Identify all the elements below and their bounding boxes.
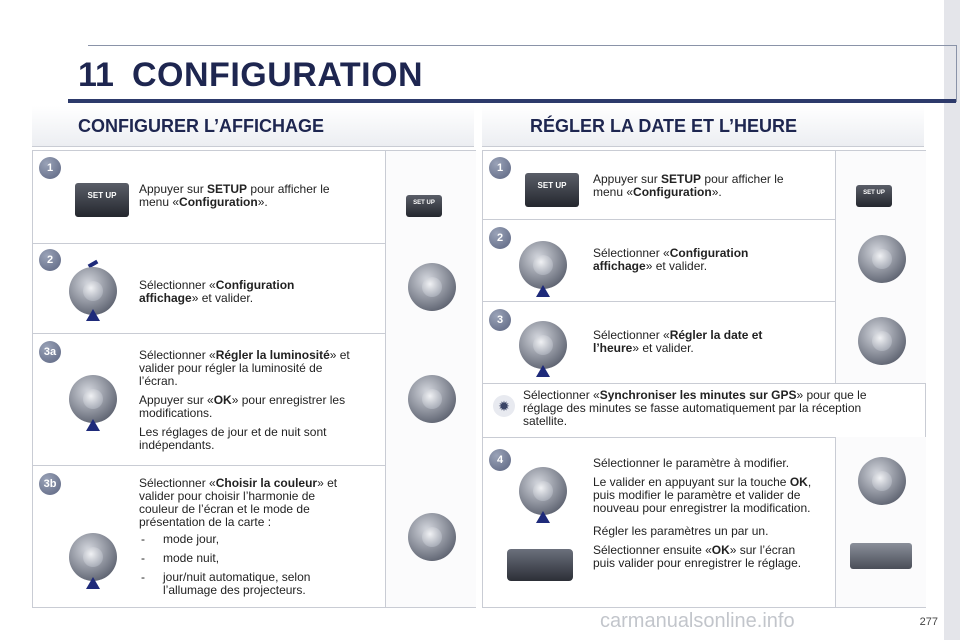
thumb-knob-icon bbox=[858, 235, 906, 283]
thumb-knob-icon bbox=[858, 457, 906, 505]
right-step-4 bbox=[483, 437, 925, 607]
thumb-knob-icon bbox=[408, 513, 456, 561]
setup-panel-thumbnail bbox=[835, 151, 926, 219]
step-badge: 1 bbox=[39, 157, 61, 179]
sun-icon: ✹ bbox=[493, 395, 515, 417]
knob-panel-thumbnail bbox=[835, 437, 926, 607]
knob-panel-thumbnail bbox=[385, 243, 476, 333]
list-item: - jour/nuit automatique, selon l’allumage des projecteurs. bbox=[139, 571, 349, 597]
header-rule bbox=[68, 99, 956, 103]
step-badge: 4 bbox=[489, 449, 511, 471]
thumb-setup-key: SET UP bbox=[406, 195, 442, 217]
rotary-knob-icon bbox=[519, 467, 567, 515]
setup-button[interactable]: SET UP bbox=[525, 173, 579, 207]
step-badge: 3b bbox=[39, 473, 61, 495]
knob-panel-thumbnail bbox=[835, 301, 926, 383]
right-step-3-text: Sélectionner «Régler la date et l’heure» et valider. bbox=[593, 328, 763, 355]
press-arrow-icon bbox=[536, 365, 550, 377]
thumb-dpad-icon bbox=[850, 543, 912, 569]
left-step-1 bbox=[33, 151, 475, 244]
left-section-header bbox=[32, 106, 474, 147]
right-step-4-text: Sélectionner le paramètre à modifier. Le valider en appuyant sur la touche OK, puis modifier le paramètre et valider de nouveau pour enregistrer la modification. Régler les paramètres un par un. Sélectionner ensuite «OK» sur l’écran puis valider pour enregistrer le réglage. bbox=[593, 456, 812, 570]
left-step-2 bbox=[33, 243, 475, 334]
setup-panel-thumbnail bbox=[385, 151, 476, 243]
step-badge: 3a bbox=[39, 341, 61, 363]
right-step-2-text: Sélectionner «Configuration affichage» et valider. bbox=[593, 246, 749, 273]
right-panel bbox=[482, 150, 926, 608]
setup-button[interactable]: SET UP bbox=[75, 183, 129, 217]
right-gps-note bbox=[483, 383, 925, 438]
press-arrow-icon bbox=[536, 511, 550, 523]
page-title: CONFIGURATION bbox=[132, 56, 424, 94]
dpad-icon bbox=[507, 549, 573, 581]
right-gps-text: Sélectionner «Synchroniser les minutes sur GPS» pour que le réglage des minutes se fasse automatiquement par la réception satellite. bbox=[523, 388, 867, 428]
step-badge: 2 bbox=[489, 227, 511, 249]
step-badge: 1 bbox=[489, 157, 511, 179]
press-arrow-icon bbox=[86, 577, 100, 589]
knob-panel-thumbnail bbox=[385, 465, 476, 607]
left-step-3b-text: Sélectionner «Choisir la couleur» et valider pour choisir l’harmonie de couleur de l’écran et le mode de présentation de la carte : - mode jour, - mode nuit, - jour/nuit automatique, selon l’allumage des projecteurs. bbox=[139, 477, 349, 603]
right-section-header bbox=[482, 106, 924, 147]
left-step-3a-text: Sélectionner «Régler la luminosité» et valider pour régler la luminosité de l’écran. Appuyer sur «OK» pour enregistrer les modifications. Les réglages de jour et de nuit sont indépendants. bbox=[139, 348, 350, 452]
knob-panel-thumbnail bbox=[385, 333, 476, 465]
press-arrow-icon bbox=[536, 285, 550, 297]
list-item: - mode jour, bbox=[139, 533, 349, 546]
left-step-3a bbox=[33, 333, 475, 466]
right-section-title: RÉGLER LA DATE ET L’HEURE bbox=[530, 116, 798, 136]
press-arrow-icon bbox=[86, 309, 100, 321]
thumb-setup-key: SET UP bbox=[856, 185, 892, 207]
right-step-1-text: Appuyer sur SETUP pour afficher le menu «Configuration». bbox=[593, 172, 784, 199]
thumb-knob-icon bbox=[858, 317, 906, 365]
knob-panel-thumbnail bbox=[835, 219, 926, 301]
right-step-2 bbox=[483, 219, 925, 302]
thumb-knob-icon bbox=[408, 263, 456, 311]
rotary-knob-icon bbox=[69, 533, 117, 581]
right-step-1 bbox=[483, 151, 925, 220]
watermark: carmanualsonline.info bbox=[600, 610, 795, 632]
step-badge: 2 bbox=[39, 249, 61, 271]
left-step-2-text: Sélectionner «Configuration affichage» et valider. bbox=[139, 278, 295, 305]
rotary-knob-icon bbox=[519, 321, 567, 369]
rotary-knob-icon bbox=[69, 267, 117, 315]
chapter-number: 11 bbox=[78, 56, 114, 94]
page-number: 277 bbox=[919, 616, 938, 628]
press-arrow-icon bbox=[86, 419, 100, 431]
right-step-3 bbox=[483, 301, 925, 384]
left-step-1-text: Appuyer sur SETUP pour afficher le menu «Configuration». bbox=[139, 182, 330, 209]
rotary-knob-icon bbox=[69, 375, 117, 423]
step-badge: 3 bbox=[489, 309, 511, 331]
thumb-knob-icon bbox=[408, 375, 456, 423]
left-step-3b bbox=[33, 465, 475, 607]
rotary-knob-icon bbox=[519, 241, 567, 289]
left-section-title: CONFIGURER L’AFFICHAGE bbox=[78, 116, 324, 136]
left-panel bbox=[32, 150, 476, 608]
list-item: - mode nuit, bbox=[139, 552, 349, 565]
